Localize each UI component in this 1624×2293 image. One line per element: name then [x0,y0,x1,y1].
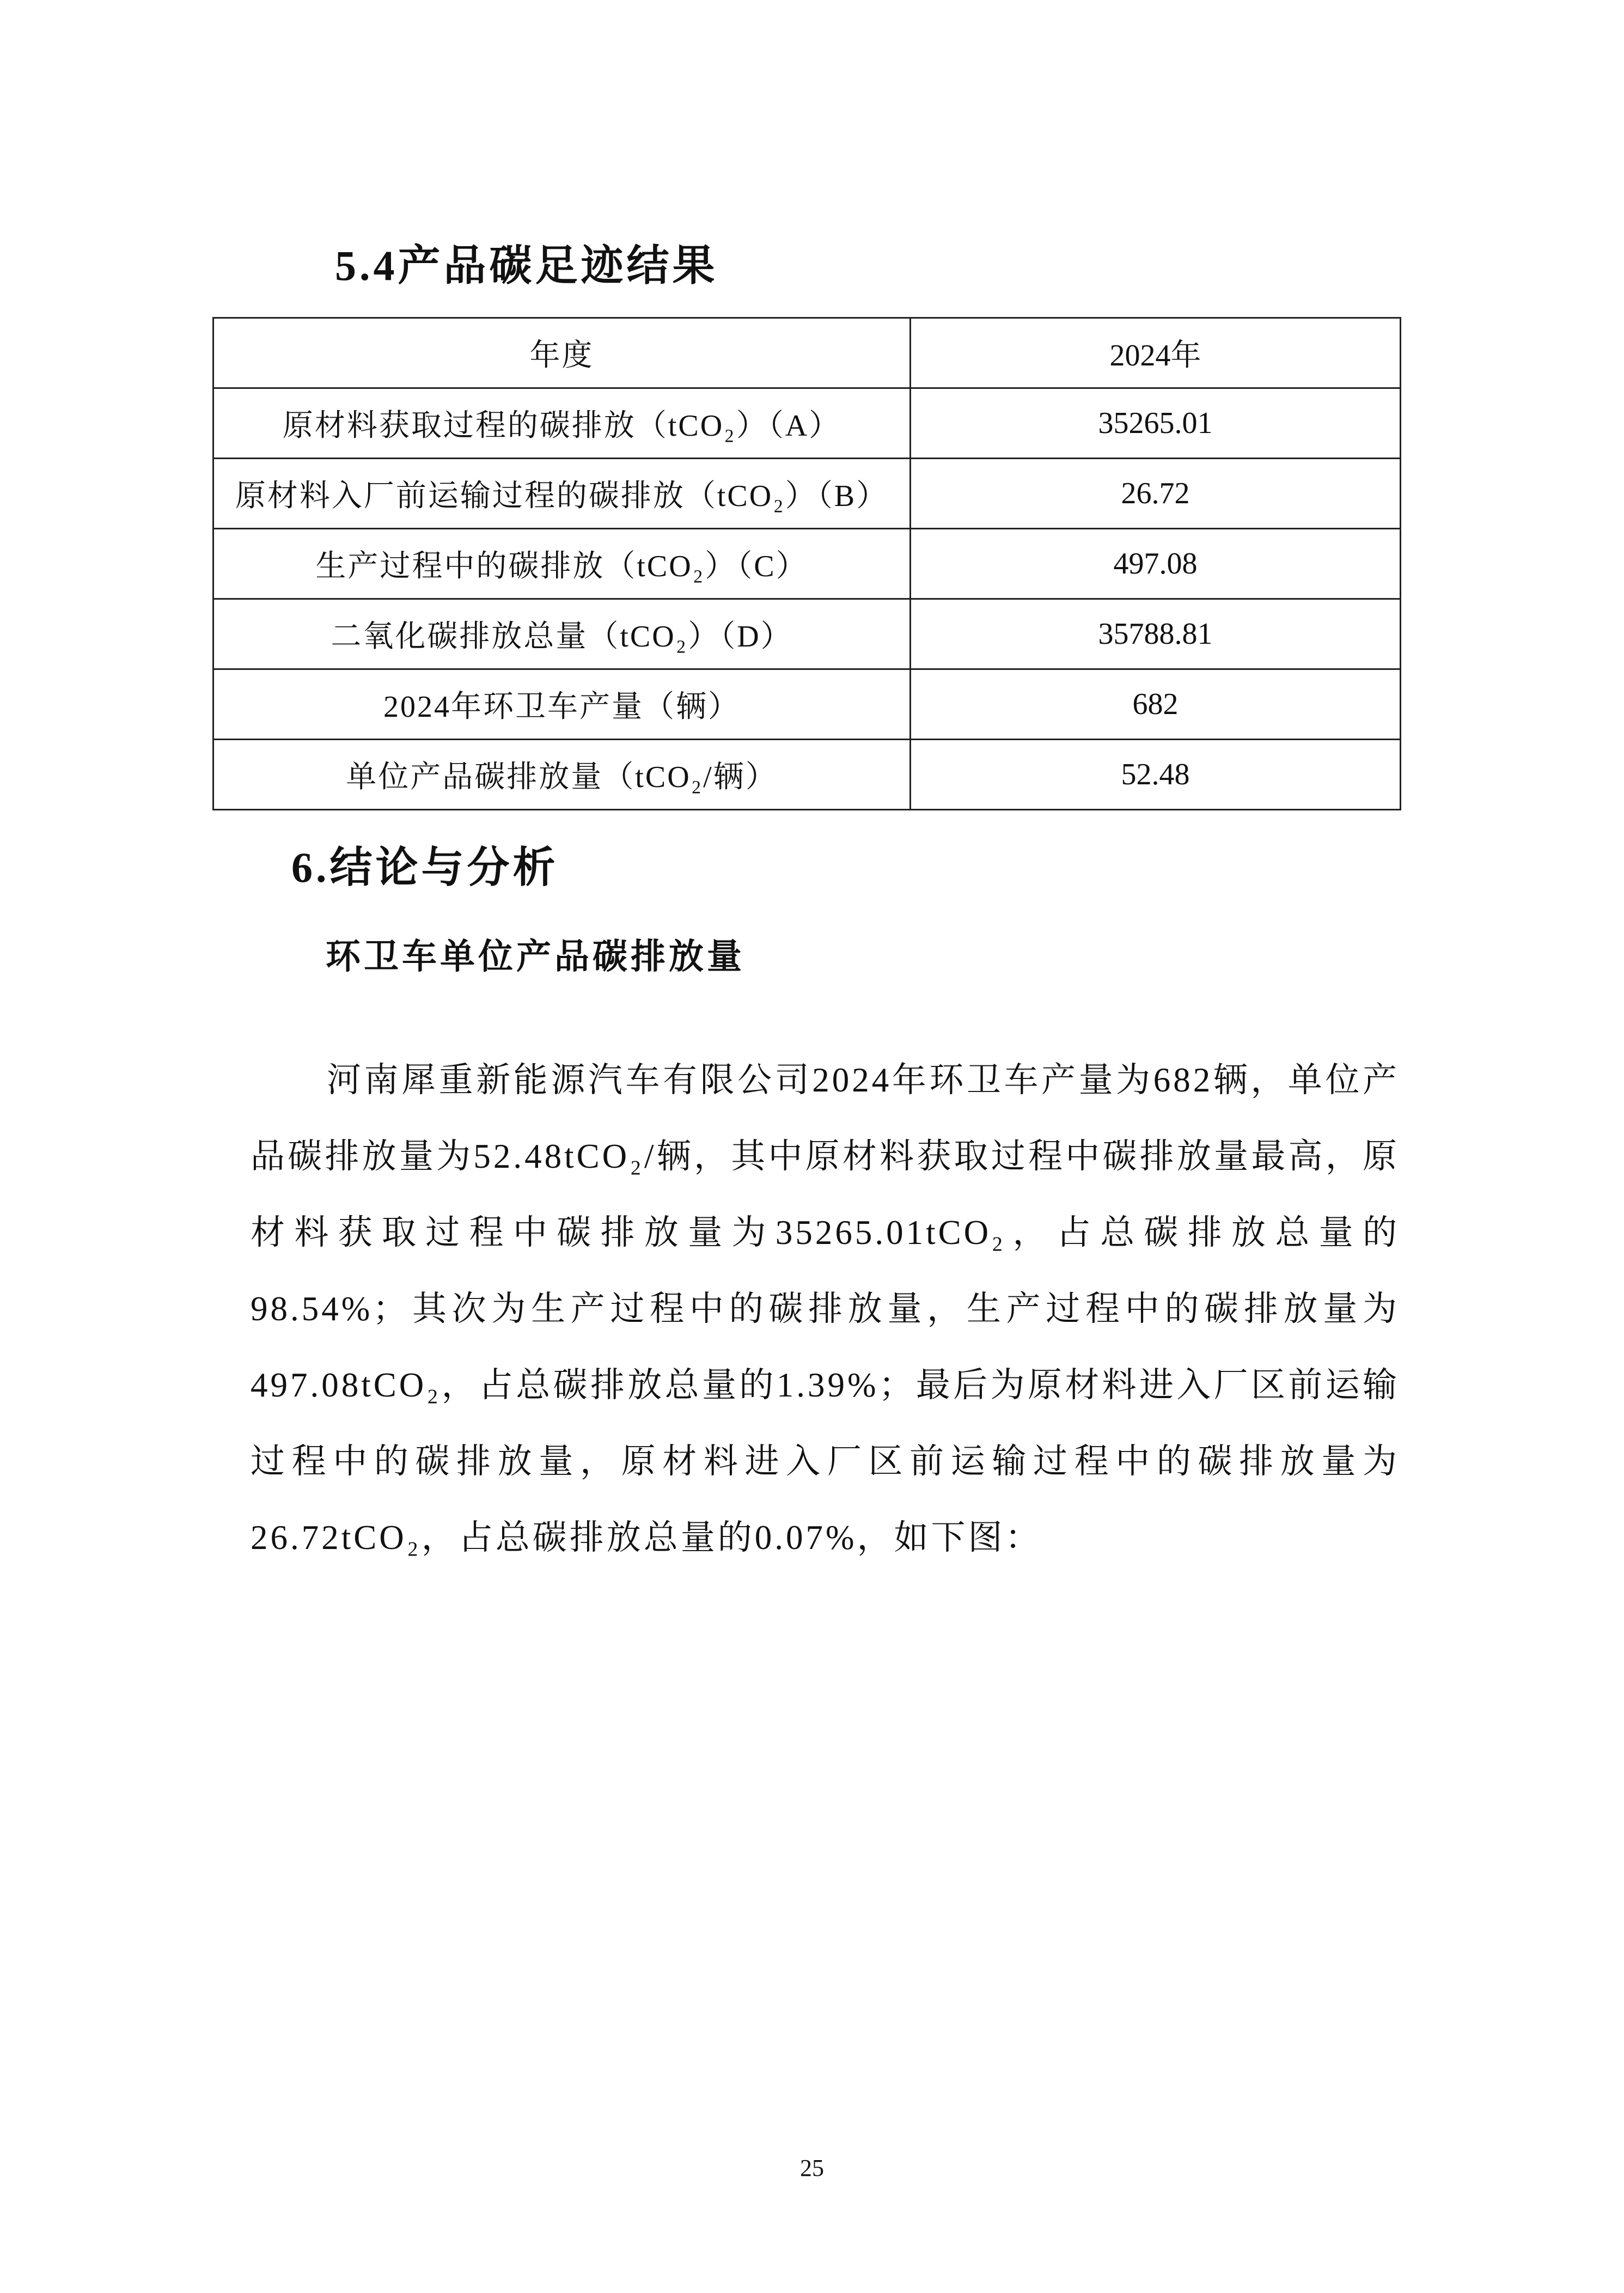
subsection-heading: 环卫车单位产品碳排放量 [326,937,745,976]
row-value: 26.72 [911,459,1401,529]
row-label: 2024年环卫车产量（辆） [213,669,911,740]
row-value: 35788.81 [911,599,1401,669]
row-label: 生产过程中的碳排放（tCO₂）（C） [213,529,911,599]
conclusion-paragraph: 河南犀重新能源汽车有限公司2024年环卫车产量为682辆，单位产品碳排放量为52.48tCO₂/辆，其中原材料获取过程中碳排放量最高，原材料获取过程中碳排放量为35265.01tCO₂，占总碳排放总量的98.54%；其次为生产过程中的碳排放量，生产过程中的碳排放量为497.08tCO₂，占总碳排放总量的1.39%；最后为原材料进入厂区前运输过程中的碳排放量，原材料进入厂区前运输过程中的碳排放量为26.72tCO₂，占总碳排放总量的0.07%，如下图： [251,1061,1400,1557]
table-row [213,388,1401,459]
table-header-value: 2024年 [911,318,1401,388]
row-value: 682 [911,669,1401,740]
page-number: 25 [800,2155,824,2181]
table-row [213,599,1401,669]
row-value: 497.08 [911,529,1401,599]
table-header-row [213,318,1401,388]
carbon-footprint-table [212,317,1401,810]
section-heading-5-4: 5.4产品碳足迹结果 [335,242,718,289]
table-row [213,459,1401,529]
row-label: 原材料获取过程的碳排放（tCO₂）（A） [213,388,911,459]
table-row [213,669,1401,740]
row-value: 52.48 [911,740,1401,810]
section-heading-6: 6.结论与分析 [291,844,559,891]
row-label: 原材料入厂前运输过程的碳排放（tCO₂）（B） [213,459,911,529]
table-row [213,529,1401,599]
row-value: 35265.01 [911,388,1401,459]
row-label: 二氧化碳排放总量（tCO₂）（D） [213,599,911,669]
table-header-label: 年度 [213,318,911,388]
row-label: 单位产品碳排放量（tCO₂/辆） [213,740,911,810]
table-row [213,740,1401,810]
